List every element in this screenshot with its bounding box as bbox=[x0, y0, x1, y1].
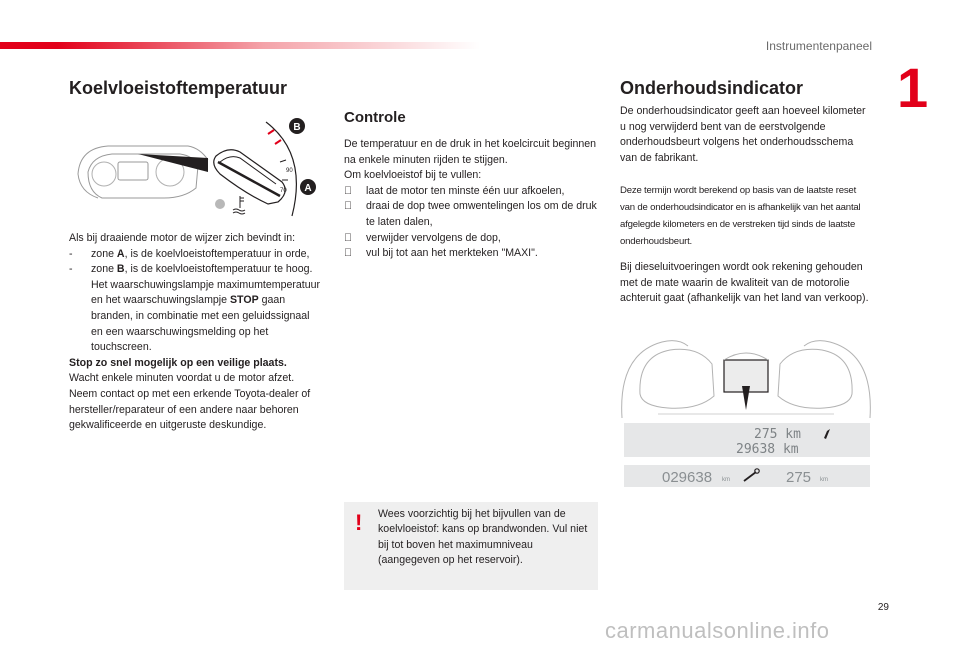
zone-a-marker: A bbox=[304, 183, 312, 194]
warning-lamp-icon bbox=[215, 199, 225, 209]
wait-text: Wacht enkele minuten voordat u de motor afzet. bbox=[69, 372, 295, 385]
maintenance-heading: Onderhoudsindicator bbox=[620, 78, 804, 98]
display2-service-unit: km bbox=[820, 477, 828, 483]
chapter-number: 1 bbox=[897, 56, 929, 119]
list-item: verwijder vervolgens de dop, bbox=[366, 231, 501, 244]
controle-heading: Controle bbox=[344, 109, 406, 126]
page-number: 29 bbox=[877, 602, 889, 613]
zone-b-marker: B bbox=[293, 122, 301, 133]
list-item: laat de motor ten minste één uur afkoelen, bbox=[366, 184, 565, 197]
section-title: Instrumentenpaneel bbox=[765, 39, 872, 53]
display2-service-km: 275 bbox=[786, 469, 812, 486]
warning-box bbox=[344, 502, 598, 590]
list-item: draai de dop twee omwentelingen los om de druk te laten dalen, bbox=[366, 200, 597, 228]
watermark: carmanualsonline.info bbox=[605, 618, 830, 643]
display2-odometer-unit: km bbox=[722, 477, 730, 483]
fill-intro: Om koelvloeistof bij te vullen: bbox=[344, 169, 482, 182]
maintenance-para-2: Deze termijn wordt berekend op basis van de laatste reset van de onderhoudsindicator en is afhankelijk van het aantal afgelegde kilometers en de verstreken tijd sinds de laatste onderhoudsbeurt. bbox=[620, 185, 861, 247]
coolant-heading: Koelvloeistoftemperatuur bbox=[69, 78, 288, 98]
gauge-tick-70: 70 bbox=[280, 188, 287, 194]
maintenance-para-3: Bij dieseluitvoeringen wordt ook rekening gehouden met de mate waarin de kwaliteit van de motorolie achteruit gaat (afhankelijk van het land van verkoop). bbox=[620, 261, 869, 305]
middle-body bbox=[344, 137, 598, 262]
display1-odometer: 29638 km bbox=[736, 442, 799, 457]
maintenance-display-2 bbox=[624, 465, 870, 487]
left-body bbox=[69, 231, 324, 434]
warning-icon: ! bbox=[355, 510, 363, 535]
controle-intro: De temperatuur en de druk in het koelcircuit beginnen na enkele minuten rijden te stijgen. bbox=[344, 138, 597, 166]
list-item: - zone B, is de koelvloeistoftemperatuur te hoog. Het waarschuwingslampje maximumtemperatuur en het waarschuwingslampje STOP gaan branden, in combinatie met een geluidssignaal en een waarschuwingsmelding op het touchscreen. bbox=[69, 263, 321, 354]
contact-text: Neem contact op met een erkende Toyota-dealer of hersteller/reparateur of een andere naar behoren gekwalificeerde en uitgeruste deskundige. bbox=[69, 387, 311, 432]
coolant-temperature-icon bbox=[233, 196, 245, 214]
list-item: - zone A, is de koelvloeistoftemperatuur in orde, bbox=[69, 247, 310, 260]
coolant-gauge-illustration bbox=[68, 112, 328, 222]
warning-text: Wees voorzichtig bij het bijvullen van de koelvloeistof: kans op brandwonden. Vul niet bij tot boven het maximumniveau (aangegeven op het reservoir). bbox=[378, 508, 588, 567]
intro-text: Als bij draaiende motor de wijzer zich bevindt in: bbox=[69, 232, 296, 244]
maintenance-cluster-illustration bbox=[618, 334, 874, 420]
gauge-tick-90: 90 bbox=[286, 168, 293, 174]
display2-odometer: 029638 bbox=[662, 469, 713, 486]
stop-warning: Stop zo snel mogelijk op een veilige plaats. bbox=[69, 356, 287, 369]
header-red-bar bbox=[0, 42, 480, 49]
maintenance-display-1 bbox=[624, 423, 870, 457]
list-item: vul bij tot aan het merkteken "MAXI". bbox=[366, 247, 538, 260]
maintenance-para-1: De onderhoudsindicator geeft aan hoeveel kilometer u nog verwijderd bent van de eerstvolgende onderhoudsbeurt volgens het onderhoudsschema van de fabrikant. bbox=[620, 105, 866, 164]
display1-service-km: 275 km bbox=[754, 427, 801, 442]
